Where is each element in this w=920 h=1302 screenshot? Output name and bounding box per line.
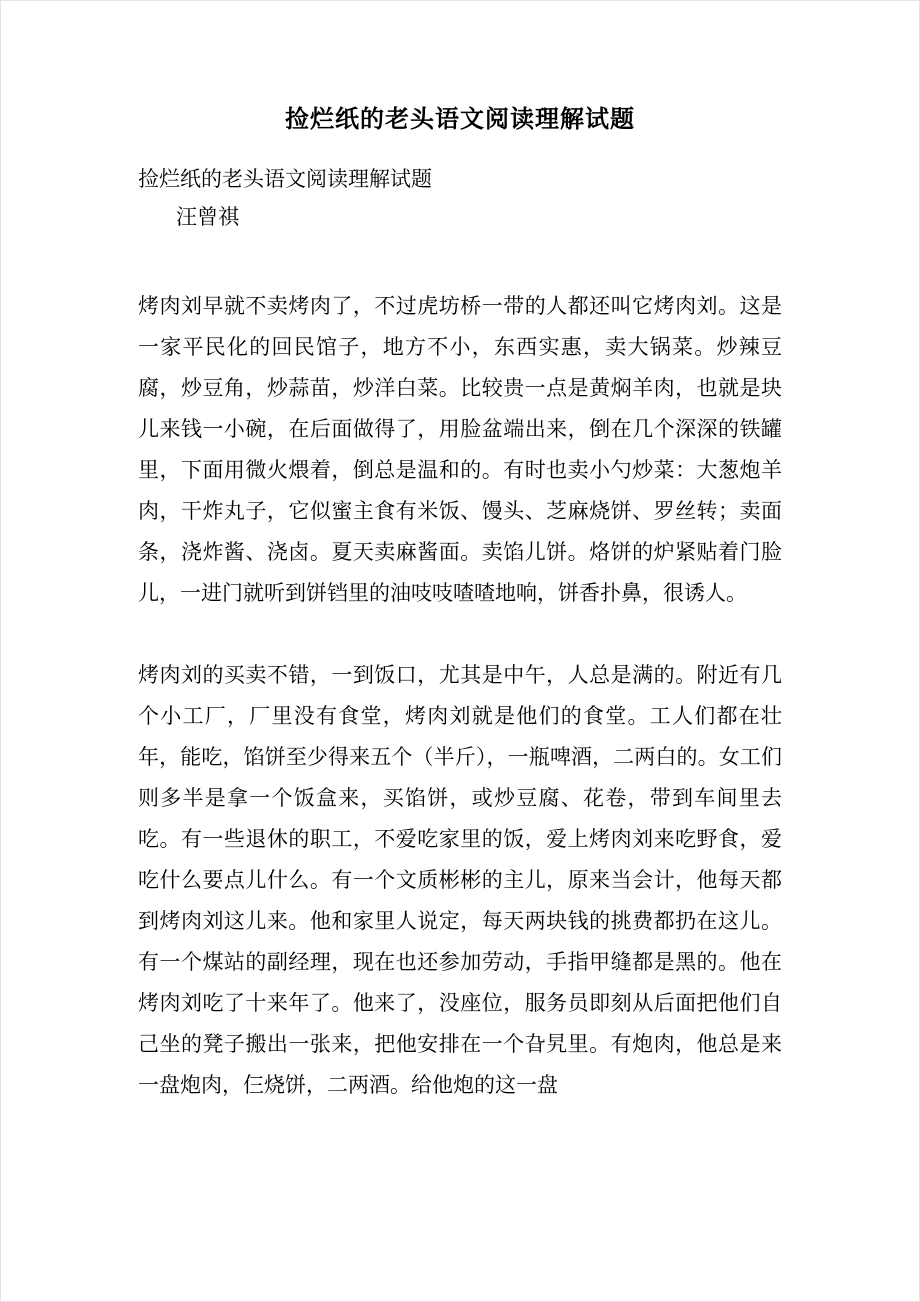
blank-line <box>138 236 782 286</box>
author-line: 汪曾祺 <box>176 205 239 229</box>
document-title: 捡烂纸的老头语文阅读理解试题 <box>285 107 635 133</box>
paragraph-1: 烤肉刘早就不卖烤肉了，不过虎坊桥一带的人都还叫它烤肉刘。这是一家平民化的回民馆子，地方不小，东西实惠，卖大锅菜。炒辣豆腐，炒豆角，炒蒜苗，炒洋白菜。比较贵一点是黄焖羊肉，也就是块儿来钱一小碗，在后面做得了，用脸盆端出来，倒在几个深深的铁罐里，下面用微火煨着，倒总是温和的。有时也卖小勺炒菜：大葱炮羊肉，干炸丸子，它似蜜主食有米饭、馒头、芝麻烧饼、罗丝转；卖面条，浇炸酱、浇卤。夏天卖麻酱面。卖馅儿饼。烙饼的炉紧贴着门脸儿，一进门就听到饼铛里的油吱吱喳喳地响，饼香扑鼻，很诱人。 <box>138 294 782 605</box>
paragraph-2: 烤肉刘的买卖不错，一到饭口，尤其是中午，人总是满的。附近有几个小工厂，厂里没有食堂，烤肉刘就是他们的食堂。工人们都在壮年，能吃，馅饼至少得来五个（半斤），一瓶啤酒，二两白的。女工们则多半是拿一个饭盒来，买馅饼，或炒豆腐、花卷，带到车间里去吃。有一些退休的职工，不爱吃家里的饭，爱上烤肉刘来吃野食，爱吃什么要点儿什么。有一个文质彬彬的主儿，原来当会计，他每天都到烤肉刘这儿来。他和家里人说定，每天两块钱的挑费都扔在这儿。有一个煤站的副经理，现在也还参加劳动，手指甲缝都是黑的。他在烤肉刘吃了十来年了。他来了，没座位，服务员即刻从后面把他们自己坐的凳子搬出一张来，把他安排在一个旮旯里。有炮肉，他总是来一盘炮肉，仨烧饼，二两酒。给他炮的这一盘 <box>138 663 782 1097</box>
blank-line <box>138 614 782 655</box>
document-subtitle: 捡烂纸的老头语文阅读理解试题 <box>138 167 432 191</box>
